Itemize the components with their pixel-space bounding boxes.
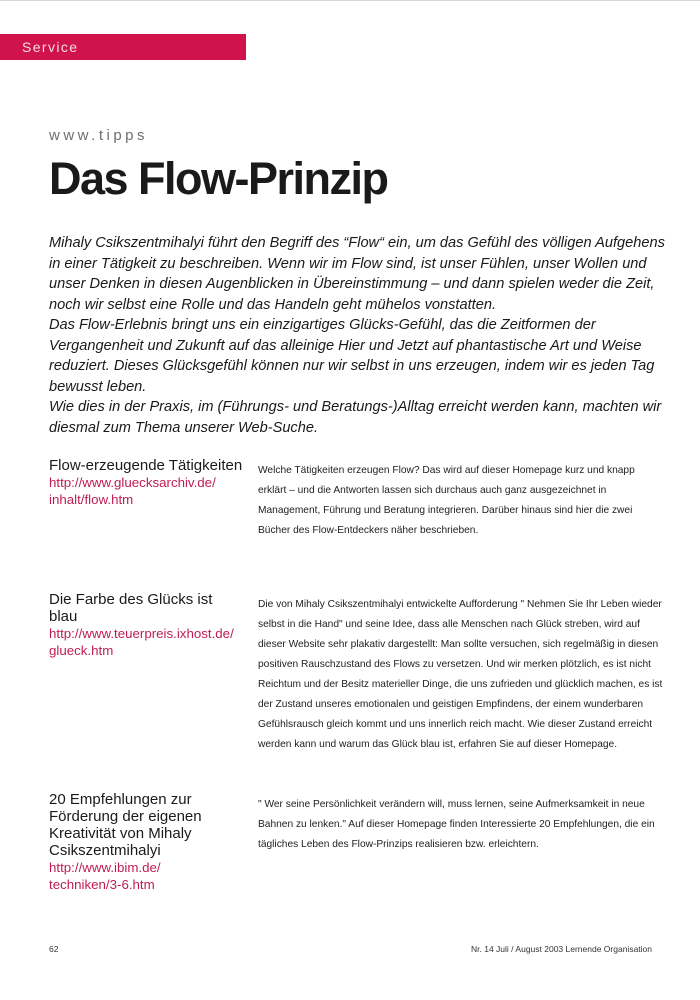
entry-link[interactable] xyxy=(49,625,244,659)
intro-paragraph: Wie dies in der Praxis, im (Führungs- und Beratungs-)Alltag erreicht werden kann, machten wir diesmal zum Thema unserer Web-Suche. xyxy=(49,399,662,436)
kicker: www.tipps xyxy=(49,127,149,144)
entry-link-line: http://www.ibim.de/ xyxy=(49,860,161,875)
entry-body: " Wer seine Persönlichkeit verändern will, muss lernen, seine Aufmerksamkeit in neue Bahnen zu lenken." Auf dieser Homepage finden Interessierte 20 Empfehlungen, die ein tägliches Leben des Flow-Prinzips realisieren bzw. erleichtern. xyxy=(258,799,655,850)
entry-link[interactable] xyxy=(49,474,244,508)
entry-heading-block xyxy=(49,791,244,893)
entry-link-line: techniken/3-6.htm xyxy=(49,877,155,892)
issue-info: Nr. 14 Juli / August 2003 Lernende Organisation xyxy=(471,944,652,954)
entry-heading-block xyxy=(49,591,244,659)
entry-link[interactable] xyxy=(49,859,244,893)
entry-heading-block xyxy=(49,457,244,508)
intro-paragraph: Mihaly Csikszentmihalyi führt den Begriff des “Flow“ ein, um das Gefühl des völligen Aufgehens in einer Tätigkeit zu beschreiben. Wenn wir im Flow sind, ist unser Fühlen, unser Wollen und unser Denken in diesen Augenblicken in Übereinstimmung – und dann spielen weder die Zeit, noch wir selbst eine Rolle und das Handeln geht mühelos vonstatten. xyxy=(49,235,665,313)
section-label: Service xyxy=(0,34,246,60)
entry-link-line: http://www.gluecksarchiv.de/ xyxy=(49,475,216,490)
entry-link-line: glueck.htm xyxy=(49,643,114,658)
page-number: 62 xyxy=(49,944,59,954)
entry-title: Die Farbe des Glücks ist blau xyxy=(49,591,213,625)
entry-body: Welche Tätigkeiten erzeugen Flow? Das wird auf dieser Homepage kurz und knapp erklärt – und die Antworten lassen sich durchaus auch ganz ausgezeichnet in Management, Führung und Beratung integrieren. Darüber hinaus sind hier die zwei Bücher des Flow-Entdeckers näher beschrieben. xyxy=(258,465,635,536)
intro-paragraph: Das Flow-Erlebnis bringt uns ein einzigartiges Glücks-Gefühl, das die Zeitformen der Vergangenheit und Zukunft auf das alleinige Hier und Jetzt auf phantastische Art und Weise reduziert. Dieses Glücksgefühl können nur wir selbst in uns erzeugen, indem wir es jeden Tag bewusst leben. xyxy=(49,317,655,395)
entry-link-line: inhalt/flow.htm xyxy=(49,492,134,507)
top-border xyxy=(0,0,700,1)
entry-body: Die von Mihaly Csikszentmihalyi entwickelte Aufforderung " Nehmen Sie Ihr Leben wieder selbst in die Hand" und seine Idee, dass alle Menschen nach Glück streben, wird auf dieser Website sehr plakativ dargestellt: Man sollte versuchen, sich regelmäßig in diesen positiven Rauschzustand des Flows zu versetzen. Und wir merken plötzlich, es ist nicht Reichtum und der Besitz materieller Dinge, die uns zufrieden und glücklich machen, es ist der Zustand unseres emotionalen und geistigen Empfindens, der einem wunderbaren Gefühlsrausch gleich kommt und uns innerlich reich macht. Wie dieser Zustand erreicht werden kann und warum das Glück blau ist, erfahren Sie auf dieser Homepage. xyxy=(258,599,663,750)
intro-text xyxy=(49,233,669,438)
page-title: Das Flow-Prinzip xyxy=(49,153,388,204)
entry-title: 20 Empfehlungen zur Förderung der eigenen Kreativität von Mihaly Csikszentmihalyi xyxy=(49,791,202,859)
entry-link-line: http://www.teuerpreis.ixhost.de/ xyxy=(49,626,234,641)
entry-title: Flow-erzeugende Tätigkeiten xyxy=(49,457,243,474)
